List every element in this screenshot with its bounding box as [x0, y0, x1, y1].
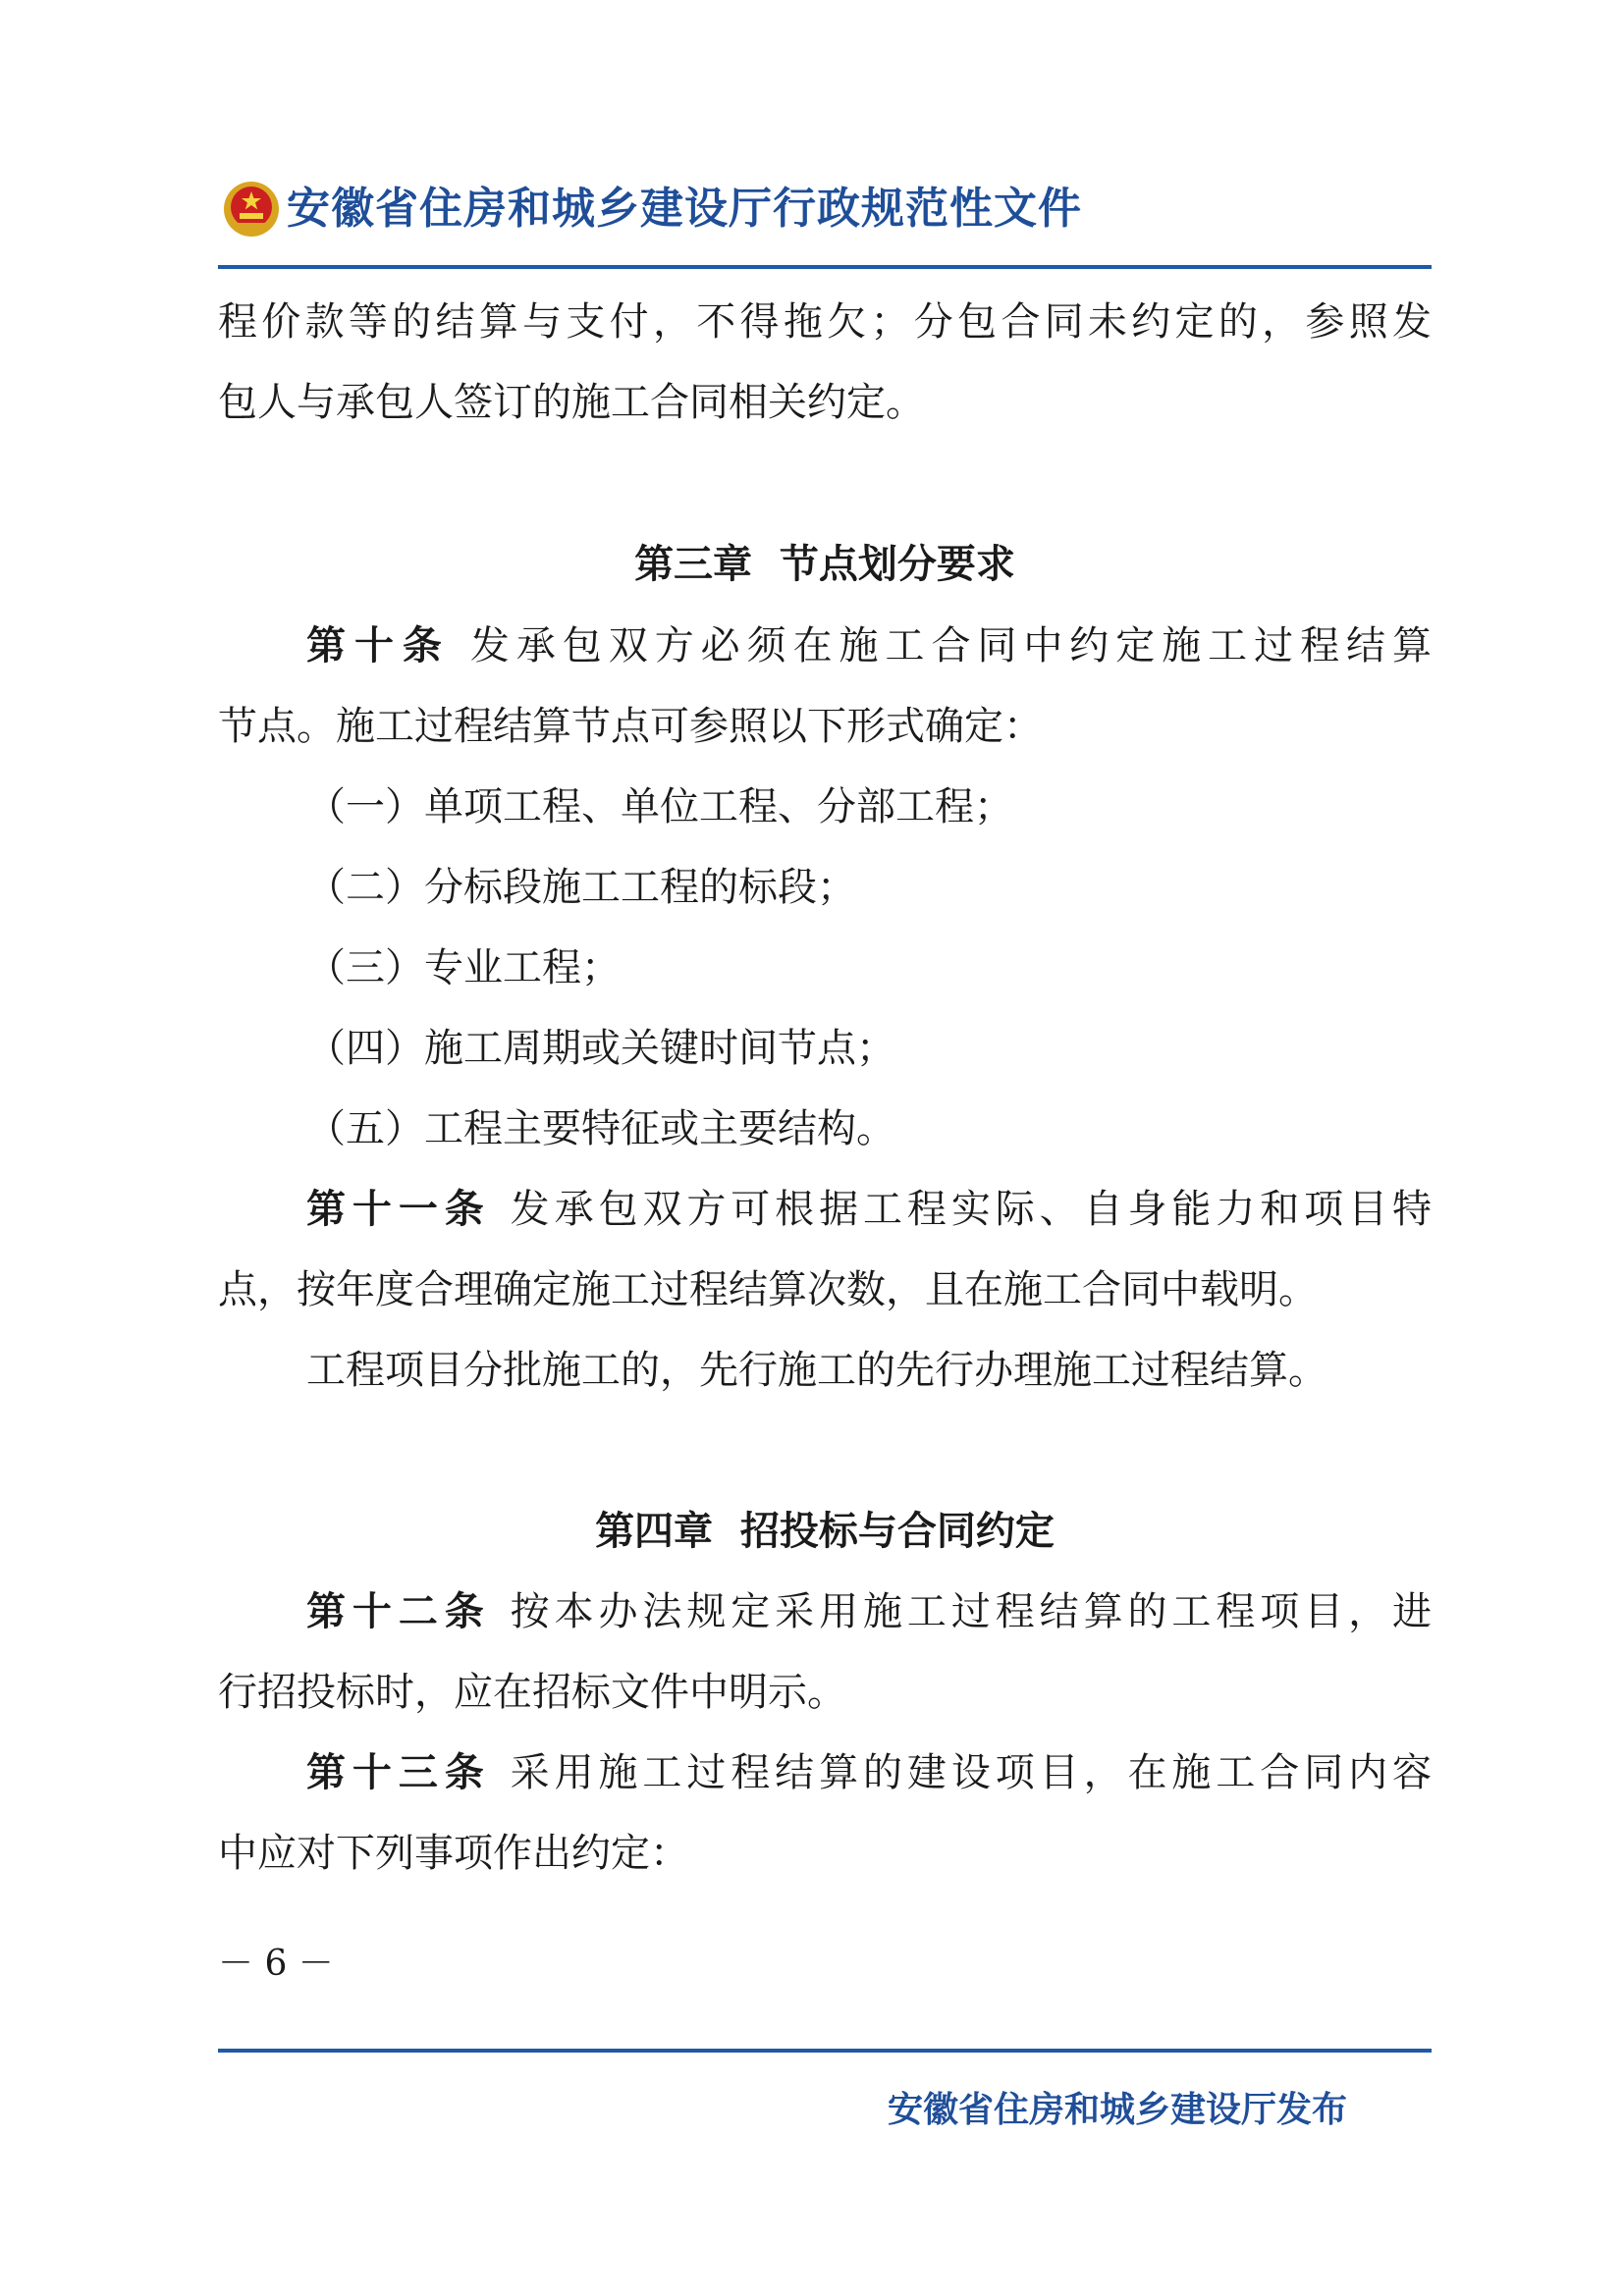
article-label: 第十条: [306, 623, 451, 668]
list-item: （一）单项工程、单位工程、分部工程；: [306, 784, 1013, 829]
list-item: （三）专业工程；: [306, 945, 621, 990]
footer-divider: [218, 2049, 1432, 2053]
article-10-line: [306, 616, 1432, 675]
article-label: 第十二条: [306, 1589, 491, 1634]
article-13-line: [306, 1743, 1432, 1802]
article-11-line: [306, 1180, 1432, 1239]
chapter-heading: 第四章 招投标与合同约定: [595, 1509, 1055, 1554]
article-text: 发承包双方必须在施工合同中约定施工过程结算: [469, 623, 1433, 668]
article-12-line: [306, 1582, 1432, 1641]
article-label: 第十三条: [306, 1750, 491, 1795]
national-emblem-icon: [222, 180, 281, 239]
article-text: 发承包双方可根据工程实际、自身能力和项目特: [510, 1187, 1433, 1232]
article-text: 按本办法规定采用施工过程结算的工程项目，进: [510, 1589, 1433, 1634]
list-item: （二）分标段施工工程的标段；: [306, 865, 856, 910]
body-line: 程价款等的结算与支付，不得拖欠；分包合同未约定的，参照发: [218, 299, 1432, 345]
document-header-title: 安徽省住房和城乡建设厅行政规范性文件: [287, 184, 1082, 234]
page-number: － 6 －: [218, 1944, 334, 1984]
list-item: （四）施工周期或关键时间节点；: [306, 1026, 895, 1071]
body-line: 节点。施工过程结算节点可参照以下形式确定：: [218, 704, 1043, 749]
body-line: 工程项目分批施工的，先行施工的先行办理施工过程结算。: [306, 1348, 1327, 1393]
article-text: 采用施工过程结算的建设项目，在施工合同内容: [510, 1750, 1433, 1795]
body-line: 点，按年度合理确定施工过程结算次数，且在施工合同中载明。: [218, 1267, 1318, 1312]
body-line: 行招投标时，应在招标文件中明示。: [218, 1670, 846, 1715]
body-line: 中应对下列事项作出约定：: [218, 1831, 689, 1876]
footer-publisher: 安徽省住房和城乡建设厅发布: [887, 2090, 1347, 2130]
body-line: 包人与承包人签订的施工合同相关约定。: [218, 380, 925, 425]
chapter-heading: 第三章 节点划分要求: [634, 542, 1015, 587]
article-label: 第十一条: [306, 1187, 491, 1232]
list-item: （五）工程主要特征或主要结构。: [306, 1106, 895, 1151]
header-divider: [218, 265, 1432, 269]
